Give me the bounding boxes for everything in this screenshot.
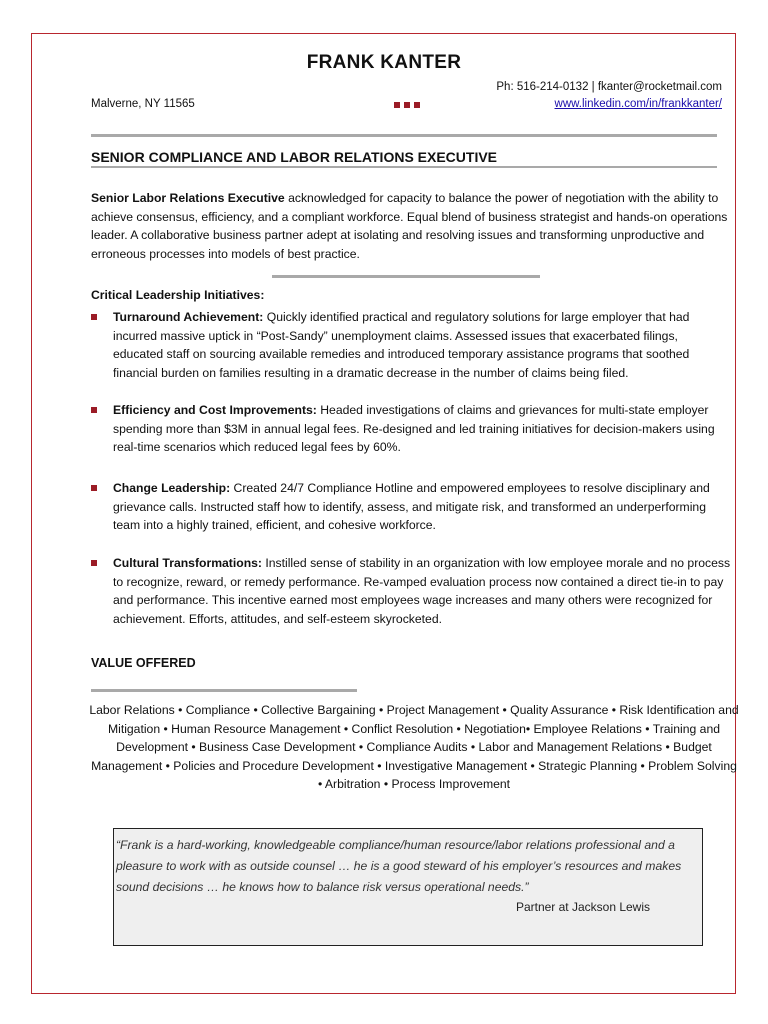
value-offered-label: VALUE OFFERED <box>91 656 196 670</box>
value-rule <box>91 689 357 692</box>
initiative-title: Cultural Transformations: <box>113 556 262 570</box>
skills-list: Labor Relations • Compliance • Collective Bargaining • Project Management • Quality Assurance • Risk Identification and Mitigation • Human Resource Management • Conflict Resolution • Negotiation• Employee Relations • Training and Development • Business Case Development • Compliance Audits • Labor and Management Relations • Budget Management • Policies and Procedure Development • Investigative Management • Strategic Planning • Problem Solving • Arbitration • Process Improvement <box>89 703 739 792</box>
initiative-title: Turnaround Achievement: <box>113 310 264 324</box>
square-icon <box>394 102 400 108</box>
testimonial-attribution: Partner at Jackson Lewis <box>515 900 650 914</box>
initiative-item <box>91 479 731 535</box>
initiative-title: Change Leadership: <box>113 481 231 495</box>
square-icon <box>404 102 410 108</box>
initiatives-label: Critical Leadership Initiatives: <box>91 288 265 302</box>
bullet-square-icon <box>91 485 97 491</box>
summary-divider <box>272 275 540 278</box>
initiative-title: Efficiency and Cost Improvements: <box>113 403 317 417</box>
bullet-square-icon <box>91 314 97 320</box>
testimonial-quote: “Frank is a hard-working, knowledgeable compliance/human resource/labor relations professional and a pleasure to work with as outside counsel … he is a good steward of his employer’s resources and makes sound decisions … he knows how to balance risk versus operational needs.” <box>116 838 682 894</box>
summary-paragraph <box>91 189 731 263</box>
contact-phone-email: Ph: 516-214-0132 | fkanter@rocketmail.com <box>496 81 722 93</box>
candidate-name: FRANK KANTER <box>306 52 462 73</box>
linkedin-link[interactable]: www.linkedin.com/in/frankkanter/ <box>554 98 722 110</box>
initiative-text: Instilled sense of stability in an organization with low employee morale and no process to recognize, reward, or remedy performance. Re-vamped evaluation process now contained a direct tie-in to pay and performance. This incentive earned most employees wage increases and many others were recognized for achievement. Efforts, attitudes, and self-esteem skyrocketed. <box>113 556 731 626</box>
testimonial-box <box>113 828 703 946</box>
summary-text: acknowledged for capacity to balance the power of negotiation with the ability to achieve consensus, efficiency, and a compliant workforce. Equal blend of business strategist and hands-on operations leader. A collaborative business partner adept at isolating and resolving issues and transforming unproductive and erroneous processes into models of best practice. <box>91 191 728 261</box>
initiative-text: Headed investigations of claims and grievances for multi-state employer spending more than $3M in annual legal fees. Re-designed and led training initiatives for decision-makers using real-time scenarios which reduced legal fees by 60%. <box>113 403 715 454</box>
initiative-item <box>91 308 731 382</box>
location: Malverne, NY 11565 <box>91 98 195 110</box>
bullet-square-icon <box>91 407 97 413</box>
headline: SENIOR COMPLIANCE AND LABOR RELATIONS EXECUTIVE <box>91 149 498 165</box>
header-rule <box>91 134 717 137</box>
initiative-item <box>91 554 731 628</box>
initiative-text: Created 24/7 Compliance Hotline and empowered employees to resolve disciplinary and grievance calls. Instructed staff how to identify, assess, and mitigate risk, and transformed an underperforming team into a highly trained, efficient, and cohesive workforce. <box>113 481 710 532</box>
initiative-item <box>91 401 731 457</box>
headline-rule <box>91 166 717 168</box>
square-icon <box>414 102 420 108</box>
bullet-square-icon <box>91 560 97 566</box>
decorative-squares <box>394 102 420 108</box>
summary-lead: Senior Labor Relations Executive <box>91 191 285 205</box>
initiative-text: Quickly identified practical and regulatory solutions for large employer that had incurred massive uptick in “Post-Sandy” unemployment claims. Assessed issues that exacerbated filings, educated staff on sourcing available remedies and introduced temporary assistance programs that soothed financial burden on families resulting in a dramatic decrease in the number of claims being filed. <box>113 310 690 380</box>
